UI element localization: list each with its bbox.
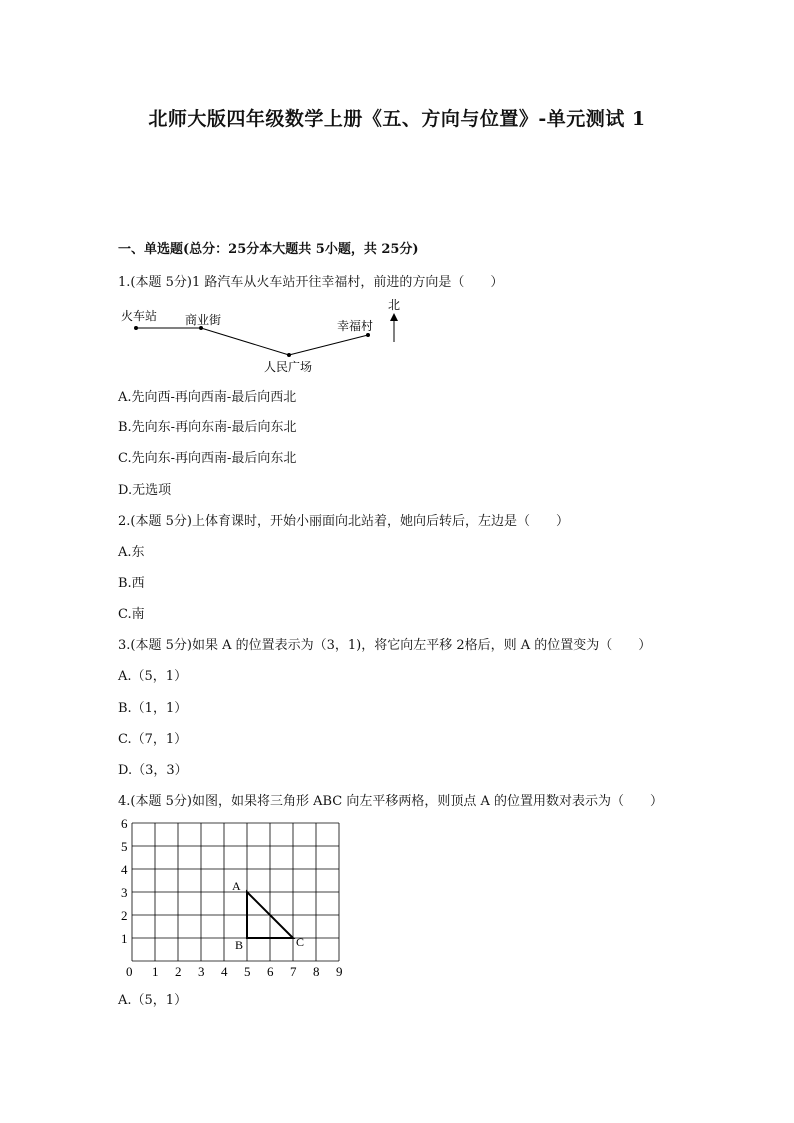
q2-option-a: A.东 (118, 545, 145, 560)
q3-option-c: C.（7，1） (118, 732, 188, 747)
question-3-stem: 3.(本题 5分)如果 A 的位置表示为（3，1)，将它向左平移 2格后，则 A 的位置变为（ ） (118, 638, 652, 653)
x-tick-label: 8 (313, 964, 320, 979)
north-label: 北 (388, 298, 401, 312)
vertex-label-a: A (232, 879, 241, 893)
x-tick-label: 1 (152, 964, 159, 979)
section-heading: 一、单选题(总分：25分本大题共 5小题，共 25分) (118, 242, 419, 257)
question-4-stem: 4.(本题 5分)如图，如果将三角形 ABC 向左平移两格，则顶点 A 的位置用数对表示为（ ） (118, 794, 663, 809)
q1-option-d: D.无选项 (118, 483, 172, 498)
place-label-village: 幸福村 (337, 319, 374, 333)
q4-option-a: A.（5，1） (118, 993, 188, 1008)
x-tick-label: 2 (175, 964, 182, 979)
y-tick-label: 2 (121, 908, 128, 923)
x-tick-label: 6 (267, 964, 274, 979)
q1-option-c: C.先向东-再向西南-最后向东北 (118, 451, 297, 466)
q1-option-b: B.先向东-再向东南-最后向东北 (118, 420, 297, 435)
q3-option-d: D.（3，3） (118, 763, 188, 778)
x-tick-label: 4 (221, 964, 228, 979)
x-tick-label: 0 (126, 964, 133, 979)
y-tick-label: 6 (121, 816, 128, 831)
x-tick-label: 3 (198, 964, 205, 979)
y-tick-label: 1 (121, 931, 128, 946)
place-label-station: 火车站 (121, 309, 158, 323)
page-title: 北师大版四年级数学上册《五、方向与位置》-单元测试 1 (148, 108, 646, 130)
x-tick-label: 9 (336, 964, 343, 979)
q1-option-a: A.先向西-再向西南-最后向西北 (118, 390, 297, 405)
q3-option-b: B.（1，1） (118, 701, 188, 716)
vertex-label-b: B (235, 938, 244, 952)
question-1-stem: 1.(本题 5分)1 路汽车从火车站开往幸福村，前进的方向是（ ） (118, 275, 504, 290)
place-label-street: 商业街 (185, 313, 222, 327)
vertex-label-c: C (296, 935, 305, 949)
q3-option-a: A.（5，1） (118, 669, 188, 684)
y-tick-label: 3 (121, 885, 128, 900)
q2-option-b: B.西 (118, 576, 145, 591)
question-2-stem: 2.(本题 5分)上体育课时，开始小丽面向北站着，她向后转后，左边是（ ） (118, 514, 569, 529)
x-tick-label: 5 (244, 964, 251, 979)
place-label-square: 人民广场 (264, 360, 313, 374)
y-tick-label: 5 (121, 839, 128, 854)
y-tick-label: 4 (121, 862, 128, 877)
q2-option-c: C.南 (118, 607, 145, 622)
x-tick-label: 7 (290, 964, 297, 979)
